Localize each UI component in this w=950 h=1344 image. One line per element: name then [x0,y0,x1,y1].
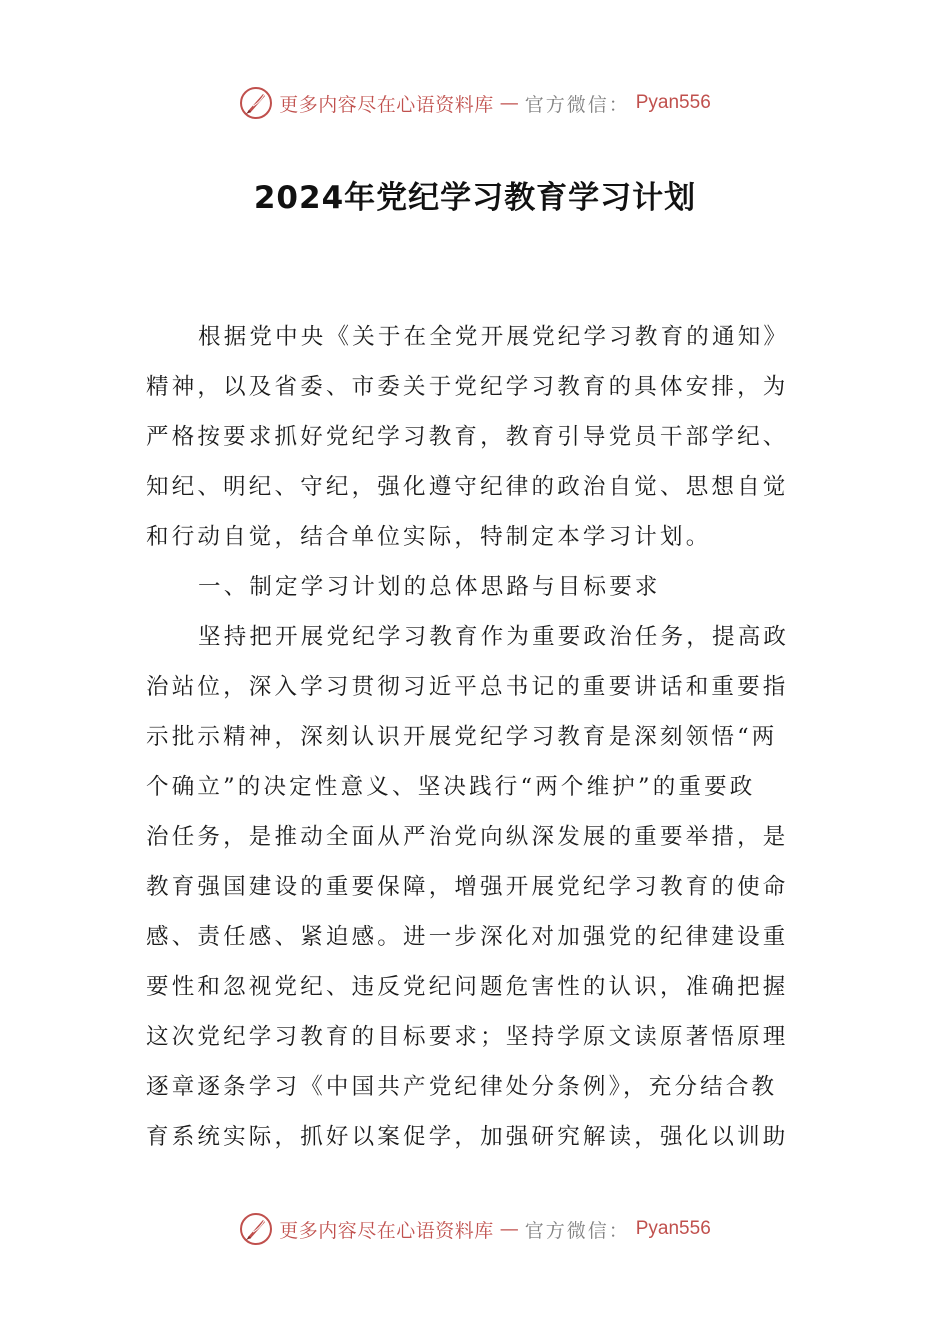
body-line: 和行动自觉，结合单位实际，特制定本学习计划。 [146,524,712,550]
quill-pen-logo-icon [239,1212,273,1246]
watermark-dash: — [499,92,519,114]
watermark-dash: — [499,1218,519,1240]
body-line: 治站位，深入学习贯彻习近平总书记的重要讲话和重要指 [146,674,789,700]
body-line: 根据党中央《关于在全党开展党纪学习教育的通知》 [198,324,790,350]
document-body [146,312,806,1162]
body-line: 感、责任感、紧迫感。进一步深化对加强党的纪律建设重 [146,924,789,950]
header-watermark [0,86,950,120]
body-line: 坚持把开展党纪学习教育作为重要政治任务，提高政 [198,624,790,650]
watermark-text: 更多内容尽在心语资料库 [279,93,494,116]
watermark-label: 官方微信： [524,93,630,116]
body-line: 要性和忽视党纪、违反党纪问题危害性的认识，准确把握 [146,974,789,1000]
watermark-wechat-id: Pyan556 [635,92,711,113]
watermark-label: 官方微信： [524,1219,630,1242]
watermark-wechat-id: Pyan556 [635,1218,711,1239]
body-line: 治任务，是推动全面从严治党向纵深发展的重要举措，是 [146,824,789,850]
section-heading: 一、制定学习计划的总体思路与目标要求 [198,574,661,600]
body-line: 个确立”的决定性意义、坚决践行“两个维护”的重要政 [146,774,756,800]
body-line: 育系统实际，抓好以案促学，加强研究解读，强化以训助 [146,1124,789,1150]
footer-watermark [0,1212,950,1246]
body-line: 示批示精神，深刻认识开展党纪学习教育是深刻领悟“两 [146,724,778,750]
body-line: 知纪、明纪、守纪，强化遵守纪律的政治自觉、思想自觉 [146,474,789,500]
document-title: 2024年党纪学习教育学习计划 [253,180,697,216]
body-line: 逐章逐条学习《中国共产党纪律处分条例》，充分结合教 [146,1074,778,1100]
watermark-text: 更多内容尽在心语资料库 [279,1219,494,1242]
quill-pen-logo-icon [239,86,273,120]
body-line: 教育强国建设的重要保障，增强开展党纪学习教育的使命 [146,874,789,900]
body-line: 精神，以及省委、市委关于党纪学习教育的具体安排，为 [146,374,789,400]
body-line: 严格按要求抓好党纪学习教育，教育引导党员干部学纪、 [146,424,789,450]
body-line: 这次党纪学习教育的目标要求；坚持学原文读原著悟原理 [146,1024,789,1050]
